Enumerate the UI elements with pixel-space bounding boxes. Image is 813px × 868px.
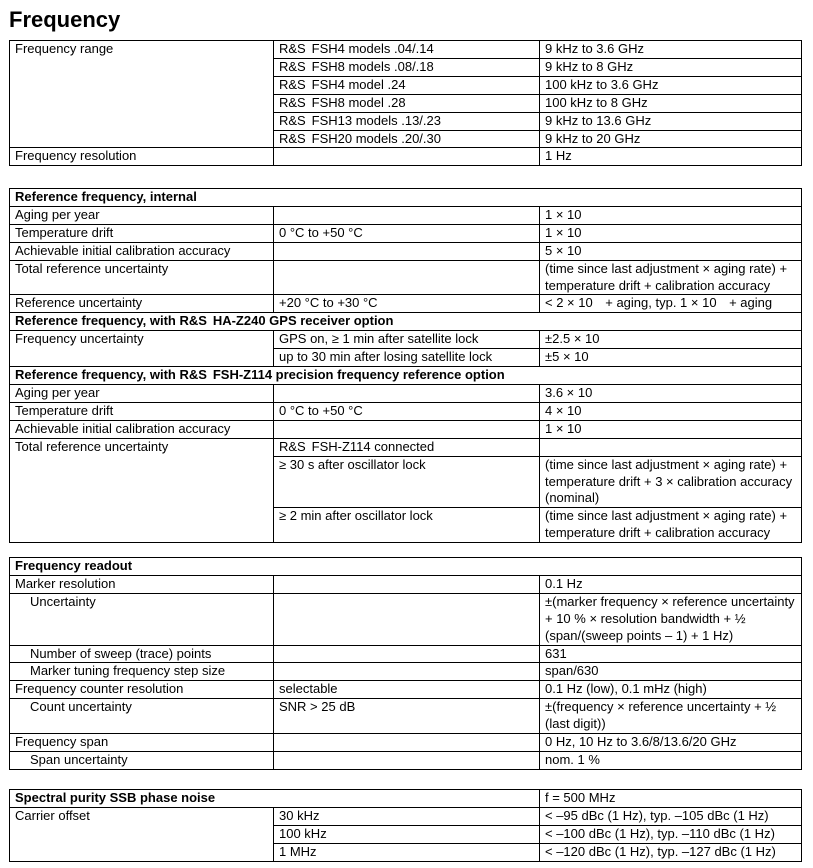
table-cell: ±5 × 10 bbox=[540, 349, 802, 367]
table-cell: Marker tuning frequency step size bbox=[10, 663, 274, 681]
table-cell: GPS on, ≥ 1 min after satellite lock bbox=[274, 331, 540, 349]
table-cell: 9 kHz to 13.6 GHz bbox=[540, 112, 802, 130]
table-cell: Frequency counter resolution bbox=[10, 681, 274, 699]
table-cell: Total reference uncertainty bbox=[10, 438, 274, 542]
table-cell: Frequency resolution bbox=[10, 148, 274, 166]
table-cell: ±2.5 × 10 bbox=[540, 331, 802, 349]
table-cell: R&S FSH-Z114 connected bbox=[274, 438, 540, 456]
table-row bbox=[10, 575, 802, 593]
table-cell: < –95 dBc (1 Hz), typ. –105 dBc (1 Hz) bbox=[540, 807, 802, 825]
table-cell bbox=[274, 645, 540, 663]
table-row bbox=[10, 438, 802, 456]
section-header-cell: Reference frequency, with R&S HA-Z240 GPS receiver option bbox=[10, 313, 802, 331]
table-cell: ±(frequency × reference uncertainty + ½ (last digit)) bbox=[540, 699, 802, 734]
table-cell bbox=[274, 663, 540, 681]
table-cell: 4 × 10 bbox=[540, 402, 802, 420]
table-row bbox=[10, 420, 802, 438]
table-cell: Span uncertainty bbox=[10, 751, 274, 769]
table-cell: (time since last adjustment × aging rate) + temperature drift + 3 × calibration accuracy (nominal) bbox=[540, 456, 802, 508]
table-cell: 100 kHz to 8 GHz bbox=[540, 94, 802, 112]
table-row bbox=[10, 148, 802, 166]
table-cell bbox=[274, 260, 540, 295]
spec-table bbox=[9, 40, 802, 166]
table-cell: < –120 dBc (1 Hz), typ. –127 dBc (1 Hz) bbox=[540, 843, 802, 861]
table-cell: 9 kHz to 8 GHz bbox=[540, 58, 802, 76]
table-cell: 5 × 10 bbox=[540, 242, 802, 260]
table-cell: Spectral purity SSB phase noise bbox=[10, 790, 540, 808]
table-cell: R&S FSH4 models .04/.14 bbox=[274, 41, 540, 59]
table-cell: 1 × 10 bbox=[540, 206, 802, 224]
table-row bbox=[10, 41, 802, 59]
table-cell: 1 × 10 bbox=[540, 420, 802, 438]
table-cell bbox=[274, 384, 540, 402]
spec-table bbox=[9, 557, 802, 770]
table-cell bbox=[274, 575, 540, 593]
table-cell bbox=[274, 148, 540, 166]
table-row bbox=[10, 313, 802, 331]
section-header-cell: Frequency readout bbox=[10, 558, 802, 576]
table-cell: 9 kHz to 20 GHz bbox=[540, 130, 802, 148]
table-cell: Frequency uncertainty bbox=[10, 331, 274, 367]
table-cell bbox=[540, 438, 802, 456]
section-header-cell: Reference frequency, internal bbox=[10, 189, 802, 207]
table-cell: 9 kHz to 3.6 GHz bbox=[540, 41, 802, 59]
table-row bbox=[10, 242, 802, 260]
table-cell bbox=[274, 751, 540, 769]
table-cell bbox=[274, 242, 540, 260]
table-cell: < 2 × 10 + aging, typ. 1 × 10 + aging bbox=[540, 295, 802, 313]
table-cell: (time since last adjustment × aging rate) + temperature drift + calibration accuracy bbox=[540, 508, 802, 543]
table-cell: R&S FSH20 models .20/.30 bbox=[274, 130, 540, 148]
table-cell: 1 MHz bbox=[274, 843, 540, 861]
table-cell: Aging per year bbox=[10, 206, 274, 224]
table-cell: (time since last adjustment × aging rate) + temperature drift + calibration accuracy bbox=[540, 260, 802, 295]
table-cell: 0 Hz, 10 Hz to 3.6/8/13.6/20 GHz bbox=[540, 734, 802, 752]
table-cell: R&S FSH8 models .08/.18 bbox=[274, 58, 540, 76]
table-cell: Frequency range bbox=[10, 41, 274, 148]
table-row bbox=[10, 807, 802, 825]
table-cell: 0 °C to +50 °C bbox=[274, 224, 540, 242]
table-cell bbox=[274, 206, 540, 224]
table-cell: Count uncertainty bbox=[10, 699, 274, 734]
table-cell: 1 Hz bbox=[540, 148, 802, 166]
table-cell bbox=[274, 734, 540, 752]
table-cell: Aging per year bbox=[10, 384, 274, 402]
page-title: Frequency bbox=[9, 7, 121, 32]
table-cell: Carrier offset bbox=[10, 807, 274, 861]
table-cell: 0.1 Hz bbox=[540, 575, 802, 593]
table-cell: +20 °C to +30 °C bbox=[274, 295, 540, 313]
section-header-cell: Reference frequency, with R&S FSH-Z114 precision frequency reference option bbox=[10, 367, 802, 385]
table-cell: span/630 bbox=[540, 663, 802, 681]
table-cell: < –100 dBc (1 Hz), typ. –110 dBc (1 Hz) bbox=[540, 825, 802, 843]
table-cell: 631 bbox=[540, 645, 802, 663]
table-cell: Total reference uncertainty bbox=[10, 260, 274, 295]
table-row bbox=[10, 224, 802, 242]
table-cell: Number of sweep (trace) points bbox=[10, 645, 274, 663]
table-row bbox=[10, 790, 802, 808]
table-cell: selectable bbox=[274, 681, 540, 699]
table-cell: Uncertainty bbox=[10, 593, 274, 645]
table-cell: Temperature drift bbox=[10, 224, 274, 242]
table-row bbox=[10, 663, 802, 681]
table-row bbox=[10, 331, 802, 349]
table-cell: Reference uncertainty bbox=[10, 295, 274, 313]
table-cell: Marker resolution bbox=[10, 575, 274, 593]
table-cell: ≥ 30 s after oscillator lock bbox=[274, 456, 540, 508]
table-cell: 1 × 10 bbox=[540, 224, 802, 242]
spec-table bbox=[9, 789, 802, 862]
table-cell bbox=[274, 420, 540, 438]
table-row bbox=[10, 734, 802, 752]
table-cell: 3.6 × 10 bbox=[540, 384, 802, 402]
table-row bbox=[10, 699, 802, 734]
table-row bbox=[10, 558, 802, 576]
table-cell: 30 kHz bbox=[274, 807, 540, 825]
table-cell: R&S FSH4 model .24 bbox=[274, 76, 540, 94]
table-row bbox=[10, 751, 802, 769]
table-row bbox=[10, 593, 802, 645]
table-cell: 100 kHz to 3.6 GHz bbox=[540, 76, 802, 94]
table-cell: 100 kHz bbox=[274, 825, 540, 843]
table-row bbox=[10, 402, 802, 420]
table-row bbox=[10, 384, 802, 402]
table-cell: Achievable initial calibration accuracy bbox=[10, 242, 274, 260]
table-row bbox=[10, 645, 802, 663]
table-row bbox=[10, 260, 802, 295]
table-row bbox=[10, 681, 802, 699]
table-cell: f = 500 MHz bbox=[540, 790, 802, 808]
table-cell: R&S FSH8 model .28 bbox=[274, 94, 540, 112]
table-cell: nom. 1 % bbox=[540, 751, 802, 769]
table-cell: Frequency span bbox=[10, 734, 274, 752]
table-cell: 0 °C to +50 °C bbox=[274, 402, 540, 420]
spec-table bbox=[9, 188, 802, 543]
table-cell bbox=[274, 593, 540, 645]
table-cell: ≥ 2 min after oscillator lock bbox=[274, 508, 540, 543]
table-cell: SNR > 25 dB bbox=[274, 699, 540, 734]
table-cell: Temperature drift bbox=[10, 402, 274, 420]
table-row bbox=[10, 367, 802, 385]
table-cell: R&S FSH13 models .13/.23 bbox=[274, 112, 540, 130]
table-row bbox=[10, 206, 802, 224]
table-cell: Achievable initial calibration accuracy bbox=[10, 420, 274, 438]
table-cell: ±(marker frequency × reference uncertainty + 10 % × resolution bandwidth + ½ (span/(sweep points – 1) + 1 Hz) bbox=[540, 593, 802, 645]
table-row bbox=[10, 295, 802, 313]
table-cell: 0.1 Hz (low), 0.1 mHz (high) bbox=[540, 681, 802, 699]
table-cell: up to 30 min after losing satellite lock bbox=[274, 349, 540, 367]
table-row bbox=[10, 189, 802, 207]
